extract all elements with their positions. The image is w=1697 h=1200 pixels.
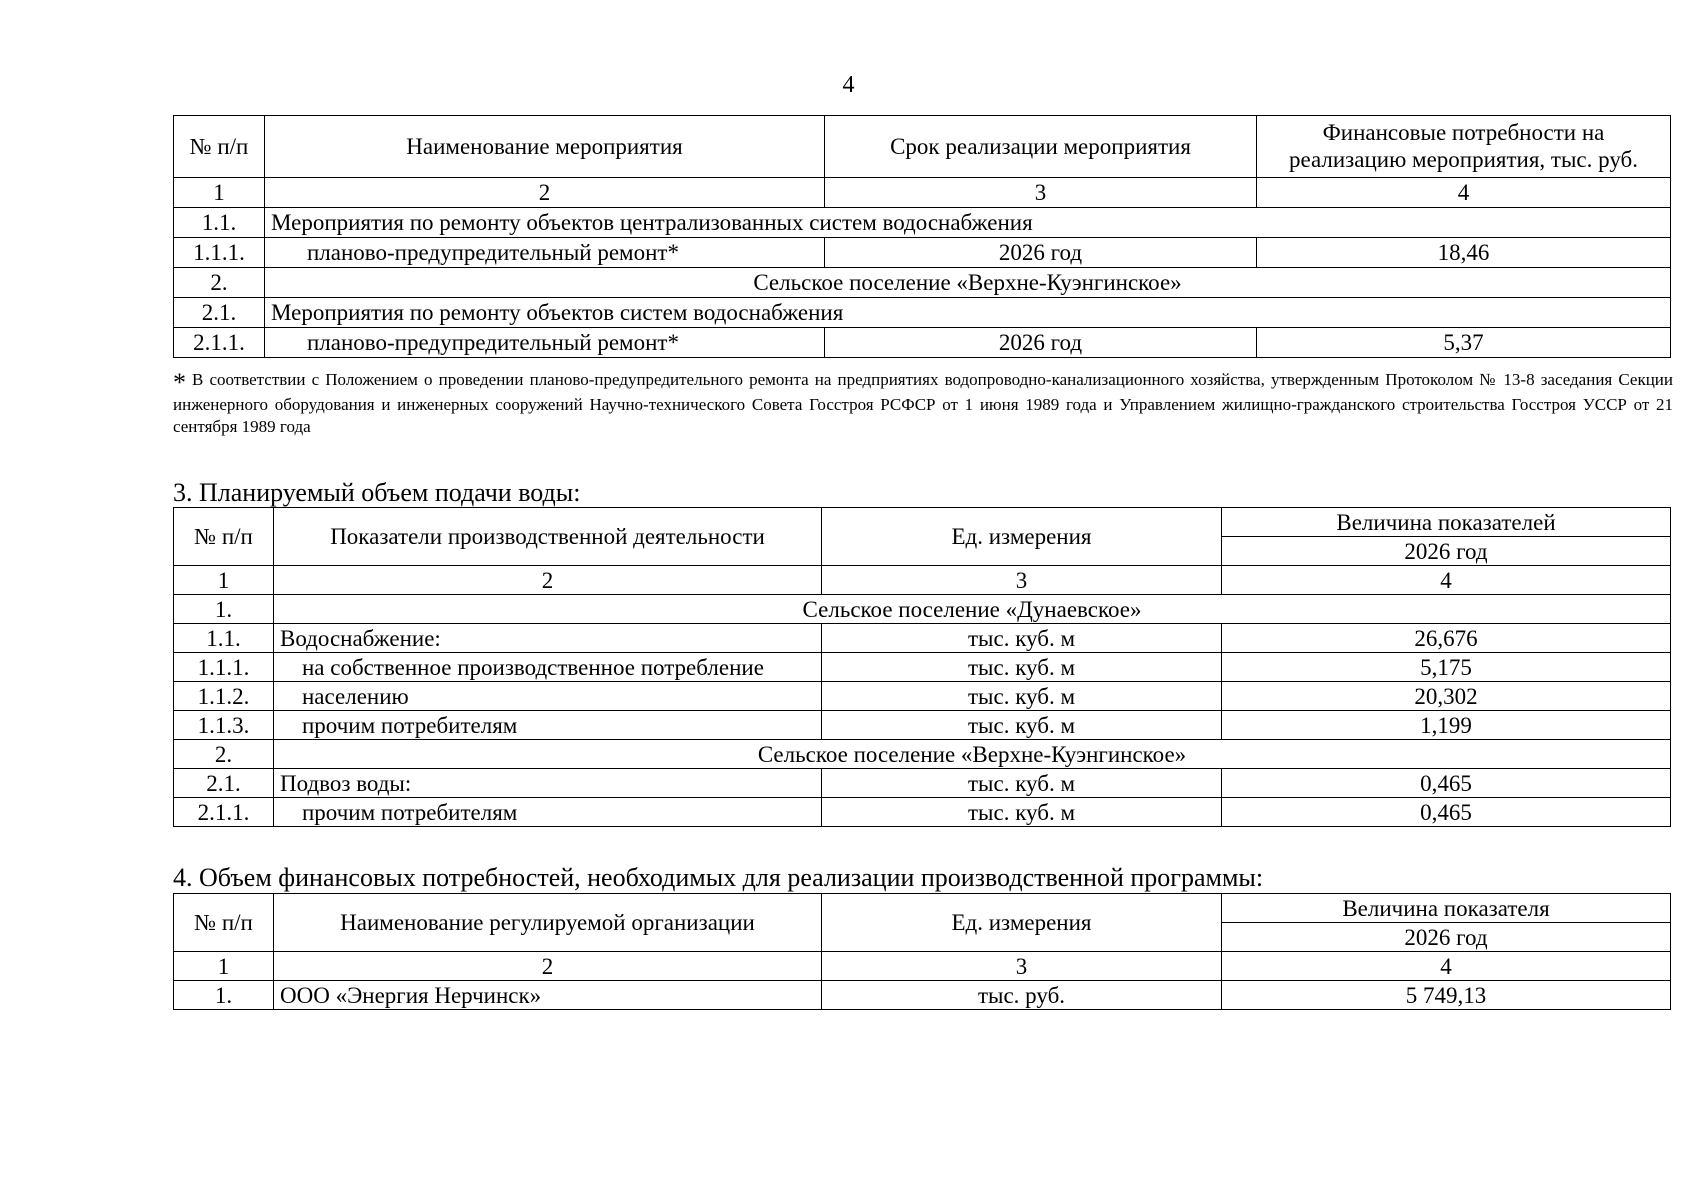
col-number: 4 [1257, 178, 1671, 208]
header-unit: Ед. измерения [822, 894, 1222, 952]
indicator-unit: тыс. куб. м [822, 682, 1222, 711]
row-number: 1.1.1. [174, 238, 265, 268]
row-number: 2. [174, 740, 274, 769]
row-number: 1. [174, 981, 274, 1010]
measure-term: 2026 год [825, 238, 1257, 268]
header-indicator-value: Величина показателей [1222, 508, 1671, 537]
indicator-unit: тыс. руб. [822, 981, 1222, 1010]
footnote-mark: * [173, 368, 186, 397]
table-row [174, 653, 1671, 682]
col-number: 2 [274, 952, 822, 981]
header-indicators: Показатели производственной деятельности [274, 508, 822, 566]
table-row [174, 682, 1671, 711]
row-number: 2.1.1. [174, 798, 274, 827]
row-number: 1.1.2. [174, 682, 274, 711]
indicator-value: 1,199 [1222, 711, 1671, 740]
indicator-value: 0,465 [1222, 798, 1671, 827]
water-supply-table [173, 507, 1671, 827]
indicator-name: прочим потребителям [274, 798, 822, 827]
col-number: 2 [265, 178, 825, 208]
table-row [174, 595, 1671, 624]
indicator-value: 20,302 [1222, 682, 1671, 711]
row-number: 2.1. [174, 298, 265, 328]
footnote [173, 369, 1673, 438]
table-row [174, 238, 1671, 268]
header-unit: Ед. измерения [822, 508, 1222, 566]
table-row [174, 798, 1671, 827]
header-term: Срок реализации мероприятия [825, 116, 1257, 178]
measure-term: 2026 год [825, 328, 1257, 358]
group-title: Мероприятия по ремонту объектов систем водоснабжения [265, 298, 1671, 328]
indicator-name: на собственное производственное потребление [274, 653, 822, 682]
row-number: 1.1. [174, 208, 265, 238]
col-number: 4 [1222, 566, 1671, 595]
page-number: 4 [842, 72, 855, 98]
row-number: 1.1. [174, 624, 274, 653]
indicator-unit: тыс. куб. м [822, 798, 1222, 827]
header-num: № п/п [174, 894, 274, 952]
row-number: 2.1. [174, 769, 274, 798]
indicator-value: 26,676 [1222, 624, 1671, 653]
header-year: 2026 год [1222, 923, 1671, 952]
indicator-value: 0,465 [1222, 769, 1671, 798]
indicator-unit: тыс. куб. м [822, 769, 1222, 798]
indicator-value: 5,175 [1222, 653, 1671, 682]
row-number: 1.1.3. [174, 711, 274, 740]
col-number: 1 [174, 566, 274, 595]
col-number: 3 [822, 952, 1222, 981]
row-number: 1. [174, 595, 274, 624]
financial-needs-table [173, 893, 1671, 1010]
header-num: № п/п [174, 508, 274, 566]
measure-name: планово-предупредительный ремонт* [265, 238, 825, 268]
measures-table [173, 115, 1671, 358]
section-3-title: 3. Планируемый объем подачи воды: [173, 478, 581, 507]
measure-name: планово-предупредительный ремонт* [265, 328, 825, 358]
group-title: Мероприятия по ремонту объектов централизованных систем водоснабжения [265, 208, 1671, 238]
header-organization: Наименование регулируемой организации [274, 894, 822, 952]
section-4-title: 4. Объем финансовых потребностей, необходимых для реализации производственной программы: [173, 863, 1264, 892]
table-row [174, 769, 1671, 798]
table-row [174, 624, 1671, 653]
col-number: 1 [174, 952, 274, 981]
settlement-title: Сельское поселение «Верхне-Куэнгинское» [274, 740, 1671, 769]
col-number: 3 [825, 178, 1257, 208]
row-number: 2.1.1. [174, 328, 265, 358]
row-number: 2. [174, 268, 265, 298]
footnote-text: В соответствии с Положением о проведении планово-предупредительного ремонта на предприятиях водопроводно-канализационного хозяйства, утвержденным Протоколом № 13-8 заседания Секции инженерного оборудования и инженерных сооружений Научно-технического Совета Госстроя РСФСР от 1 июня 1989 года и Управлением жилищно-гражданского строительства Госстроя УССР от 21 сентября 1989 года [173, 370, 1673, 436]
indicator-value: 5 749,13 [1222, 981, 1671, 1010]
table-row [174, 298, 1671, 328]
table-row [174, 981, 1671, 1010]
organization-name: ООО «Энергия Нерчинск» [274, 981, 822, 1010]
indicator-name: населению [274, 682, 822, 711]
col-number: 1 [174, 178, 265, 208]
col-number: 4 [1222, 952, 1671, 981]
indicator-unit: тыс. куб. м [822, 711, 1222, 740]
table-row [174, 740, 1671, 769]
header-indicator-value: Величина показателя [1222, 894, 1671, 923]
indicator-name: Водоснабжение: [274, 624, 822, 653]
measure-value: 18,46 [1257, 238, 1671, 268]
settlement-title: Сельское поселение «Верхне-Куэнгинское» [265, 268, 1671, 298]
header-year: 2026 год [1222, 537, 1671, 566]
table-row [174, 268, 1671, 298]
indicator-name: прочим потребителям [274, 711, 822, 740]
settlement-title: Сельское поселение «Дунаевское» [274, 595, 1671, 624]
col-number: 2 [274, 566, 822, 595]
col-number: 3 [822, 566, 1222, 595]
table-row [174, 208, 1671, 238]
header-measure-name: Наименование мероприятия [265, 116, 825, 178]
indicator-unit: тыс. куб. м [822, 624, 1222, 653]
header-num: № п/п [174, 116, 265, 178]
table-row [174, 711, 1671, 740]
table-row [174, 328, 1671, 358]
header-financial-needs: Финансовые потребности на реализацию мероприятия, тыс. руб. [1257, 116, 1671, 178]
indicator-unit: тыс. куб. м [822, 653, 1222, 682]
row-number: 1.1.1. [174, 653, 274, 682]
measure-value: 5,37 [1257, 328, 1671, 358]
indicator-name: Подвоз воды: [274, 769, 822, 798]
